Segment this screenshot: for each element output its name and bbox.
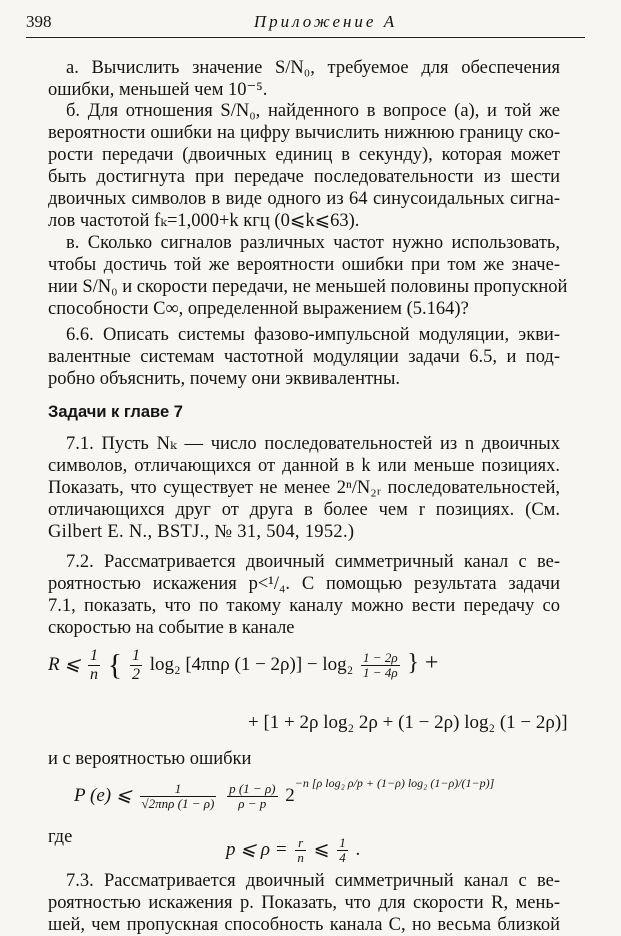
text-line: робно объяснить, почему они эквивалентны. bbox=[48, 369, 401, 389]
text-line: а. Вычислить значение S/N₀, требуемое для обеспечения bbox=[66, 58, 560, 78]
text-line: где bbox=[48, 827, 73, 847]
formula-error-probability: P (e) ⩽ $\frac{1}{\text{√2πnρ (1 − ρ)}}$ $\frac{p (1 - \rho)}{\rho - p}$ $2^{-n [\rho log_2 \rho/p + (1-\rho) log_2 (1-\rho)/(1-p)]}$ bbox=[74, 776, 495, 812]
text-line: 6.6. Описать системы фазово-импульсной модуляции, экви- bbox=[66, 325, 560, 345]
text-line: 7.1, показать, что по такому каналу можно вести передачу со bbox=[48, 596, 560, 616]
text-line: роятностью искажения p. Показать, что для скорости R, мень- bbox=[48, 893, 560, 913]
text-line: Gilbert E. N., BSTJ., № 31, 504, 1952.) bbox=[48, 522, 355, 542]
text-line: двоичных символов в виде одного из 64 синусоидальных сигна- bbox=[48, 189, 560, 209]
text-line: и с вероятностью ошибки bbox=[48, 749, 252, 769]
header-rule bbox=[26, 37, 585, 38]
text-line: 7.2. Рассматривается двоичный симметричный канал с ве- bbox=[66, 552, 560, 572]
text-line: быть достигнута при передаче последовательности из шести bbox=[48, 167, 560, 187]
formula-rate-bound-line2: + [1 + 2ρ log₂ 2ρ + (1 − 2ρ) log₂ (1 − 2ρ)] bbox=[248, 712, 568, 733]
text-line: отличающихся друг от друга в более чем r позициях. (См. bbox=[48, 500, 560, 520]
text-line: нии S/N₀ и скорости передачи, не меньшей половины пропускной bbox=[48, 277, 568, 297]
text-line: чтобы достичь той же вероятности ошибки при том же значе- bbox=[48, 255, 560, 275]
text-line: 7.1. Пусть Nₖ — число последовательностей из n двоичных bbox=[66, 434, 560, 454]
section-heading: Задачи к главе 7 bbox=[48, 403, 183, 421]
text-line: в. Сколько сигналов различных частот нужно использовать, bbox=[66, 233, 560, 253]
formula-p-rho-bound: p ⩽ ρ = $\frac{r}{n}$ ⩽ $\frac{1}{4}$ . bbox=[226, 835, 361, 865]
formula-rate-bound-line1: R ⩽ $\frac{1}{n}$ { $\frac{1}{2}$ log₂ [4πnρ (1 − 2ρ)] − log₂ $\frac{1 - 2\rho}{1 - 4\rho}$ } + bbox=[48, 647, 439, 683]
text-line: валентные системам частотной модуляции задачи 6.5, и под- bbox=[48, 347, 560, 367]
text-line: Показать, что существует не менее 2ⁿ/N₂ᵣ последовательностей, bbox=[48, 478, 560, 498]
text-line: лов частотой fₖ=1,000+k кгц (0⩽k⩽63). bbox=[48, 211, 360, 231]
text-line: 7.3. Рассматривается двоичный симметричный канал с ве- bbox=[66, 871, 560, 891]
text-line: роятностью искажения p<¹/₄. С помощью результата задачи bbox=[48, 574, 560, 594]
running-header: Приложение А bbox=[253, 12, 398, 31]
text-line: б. Для отношения S/N₀, найденного в вопросе (а), и той же bbox=[66, 101, 560, 121]
text-line: ошибки, меньшей чем 10⁻⁵. bbox=[48, 80, 268, 100]
text-line: шей, чем пропускная способность канала C, но весьма близкой bbox=[48, 915, 560, 935]
text-line: способности C∞, определенной выражением (5.164)? bbox=[48, 299, 469, 319]
text-line: рости передачи (двоичных единиц в секунду), которая может bbox=[48, 145, 560, 165]
text-line: вероятности ошибки на цифру вычислить нижнюю границу ско- bbox=[48, 123, 560, 143]
text-line: символов, отличающихся от данной в k или меньше позициях. bbox=[48, 456, 560, 476]
text-line: скоростью на событие в канале bbox=[48, 618, 295, 638]
page-number: 398 bbox=[26, 12, 52, 31]
